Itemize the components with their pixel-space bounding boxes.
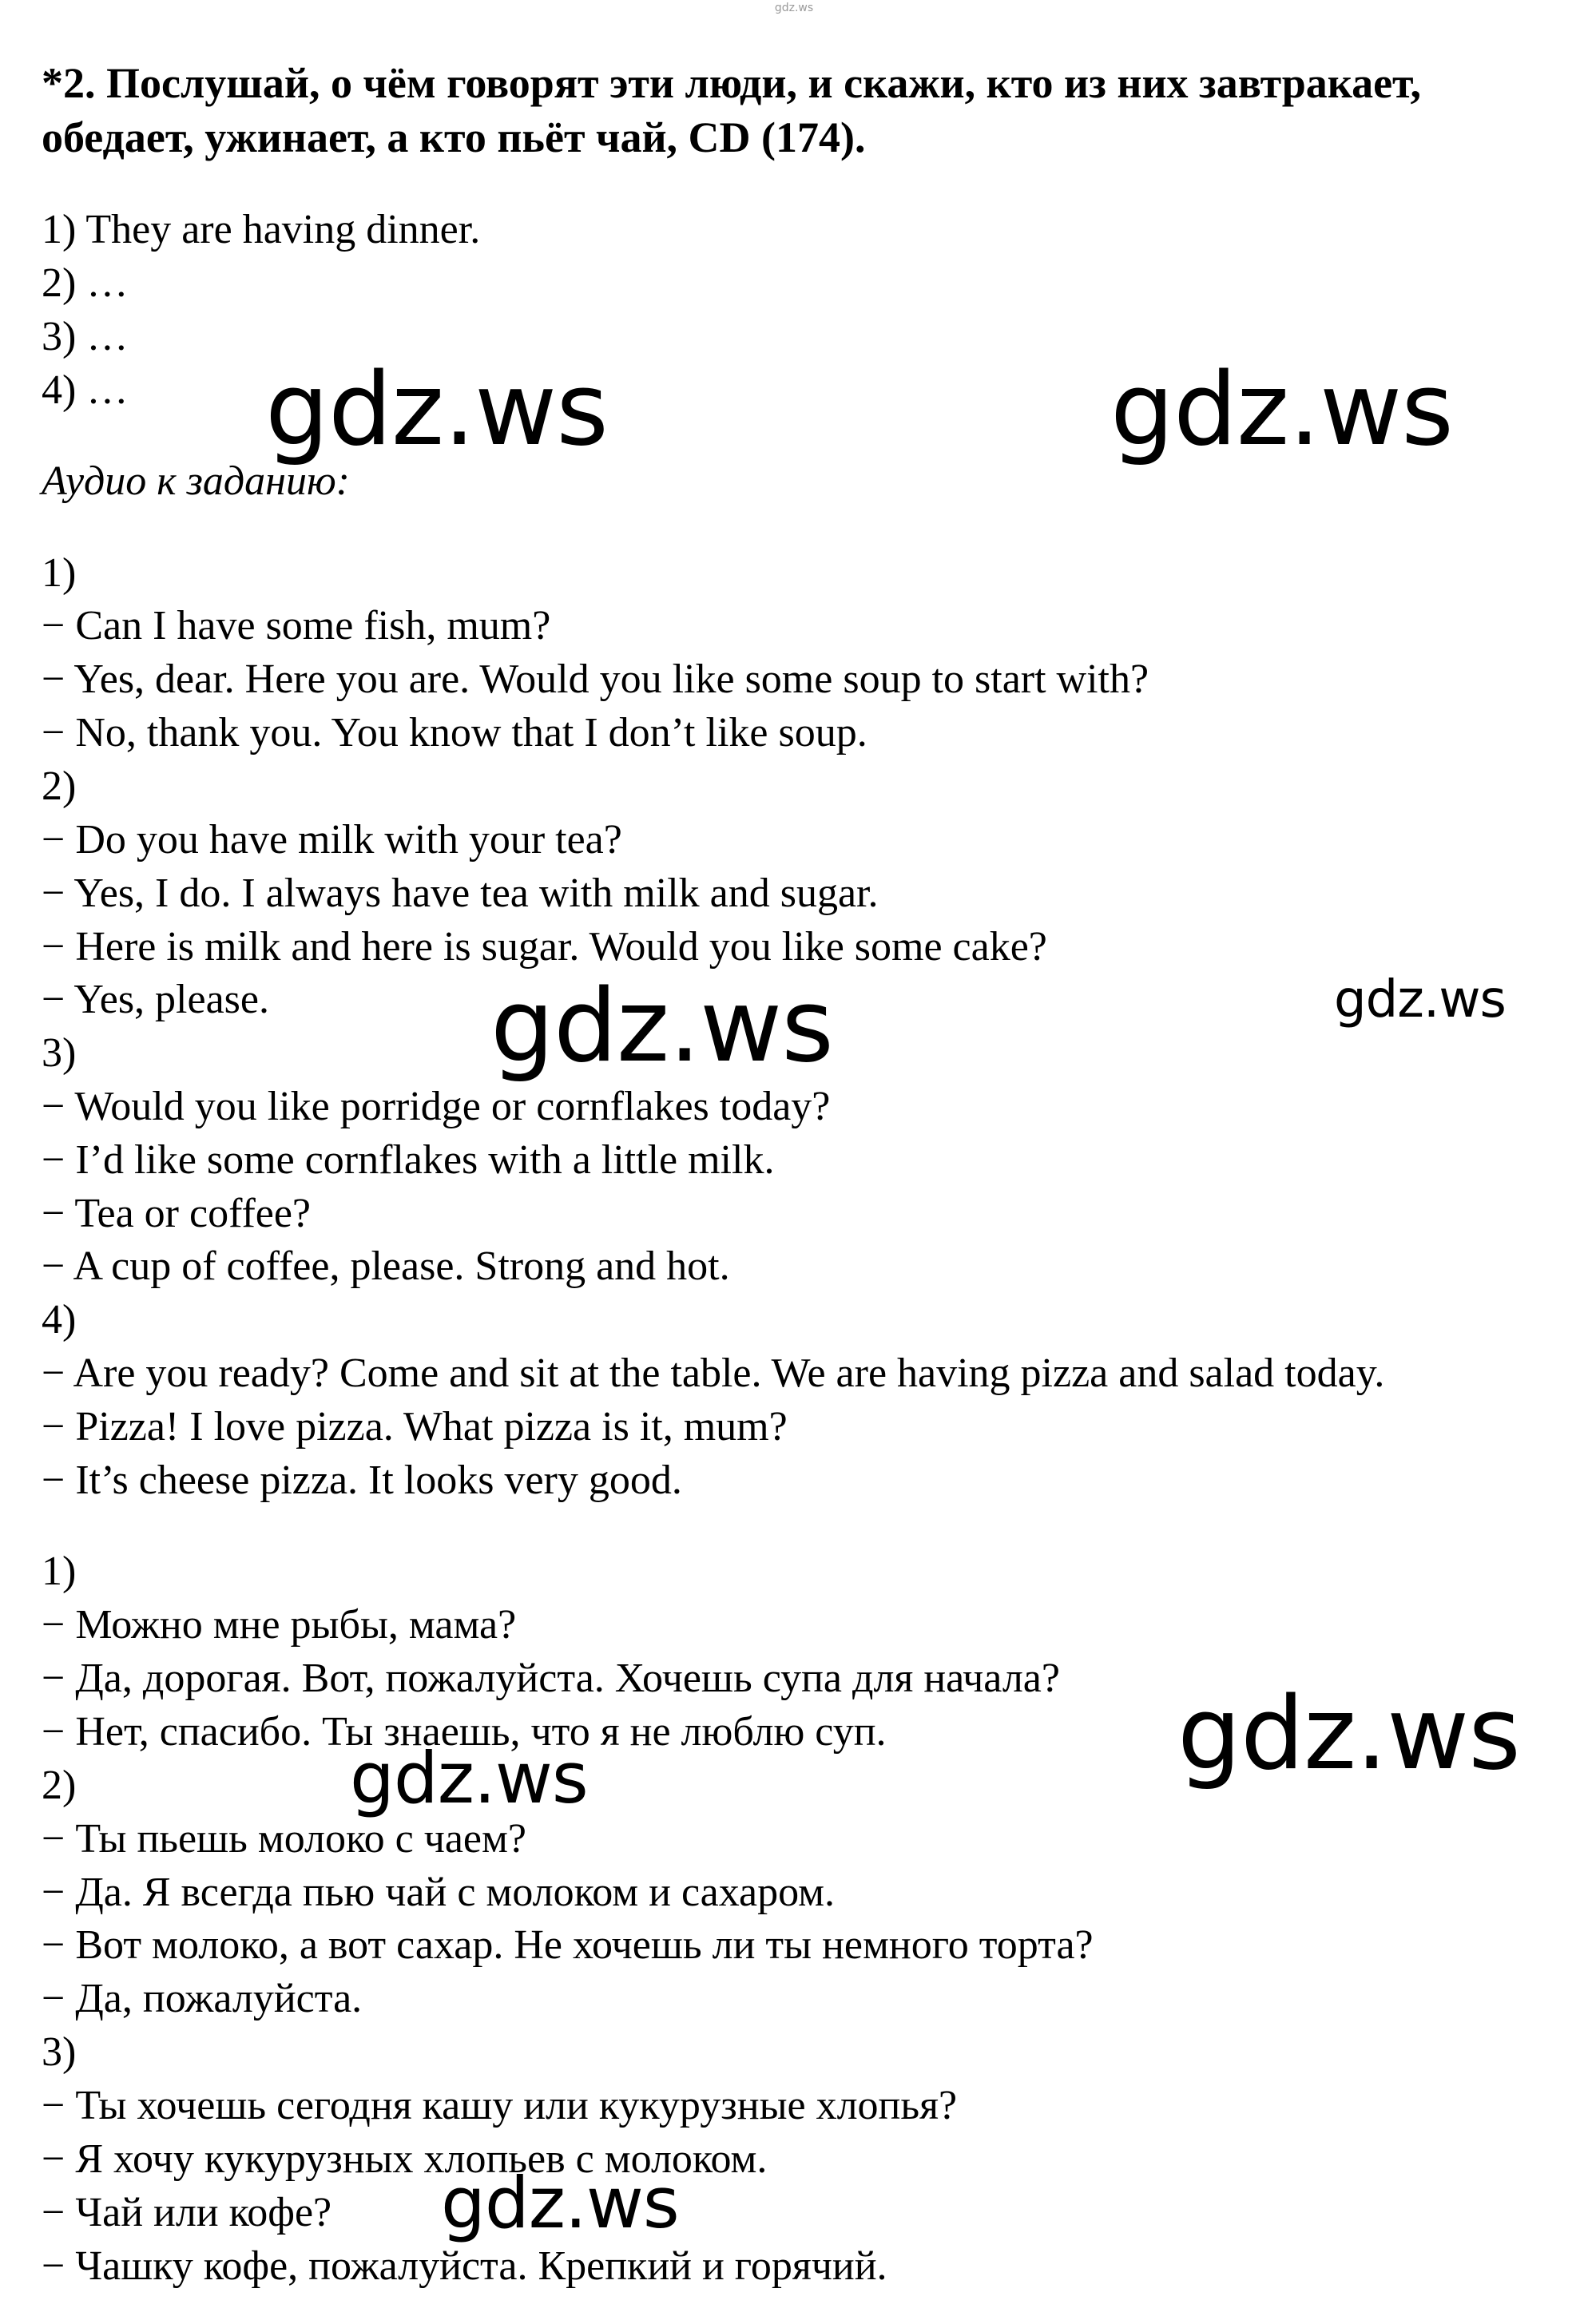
- dialogue-line: − It’s cheese pizza. It looks very good.: [42, 1457, 682, 1503]
- dialogue-line: − Да, пожалуйста.: [42, 1976, 363, 2021]
- watermark: gdz.ws: [441, 2162, 679, 2244]
- watermark: gdz.ws: [1110, 351, 1453, 468]
- dialogue-line: − Можно мне рыбы, мама?: [42, 1602, 517, 1648]
- dialogue-line: − Pizza! I love pizza. What pizza is it, mum?: [42, 1404, 788, 1450]
- dialogue-number: 2): [42, 1763, 77, 1808]
- dialogue-line: − Here is milk and here is sugar. Would you like some cake?: [42, 924, 1047, 970]
- dialogue-number: 2): [42, 763, 77, 809]
- watermark: gdz.ws: [1334, 970, 1506, 1029]
- dialogue-line: − Нет, спасибо. Ты знаешь, что я не люблю суп.: [42, 1709, 887, 1755]
- dialogue-line: − Ты пьешь молоко с чаем?: [42, 1816, 526, 1862]
- dialogue-number: 4): [42, 1297, 77, 1342]
- dialogue-line: − Чашку кофе, пожалуйста. Крепкий и горячий.: [42, 2243, 887, 2289]
- dialogue-line: − Would you like porridge or cornflakes today?: [42, 1084, 831, 1129]
- dialogue-line: − Yes, I do. I always have tea with milk and sugar.: [42, 871, 879, 916]
- dialogue-line: − I’d like some cornflakes with a little milk.: [42, 1137, 775, 1183]
- answer-line: 3) …: [42, 314, 129, 359]
- task-title: *2. Послушай, о чём говорят эти люди, и скажи, кто из них завтракает, обедает, ужинает, а кто пьёт чай, CD (174).: [42, 59, 1422, 161]
- header-watermark: gdz.ws: [774, 2, 814, 14]
- watermark: gdz.ws: [490, 967, 833, 1085]
- dialogue-line: − Вот молоко, а вот сахар. Не хочешь ли ты немного торта?: [42, 1922, 1094, 1968]
- dialogue-line: − Do you have milk with your tea?: [42, 817, 622, 863]
- dialogue-line: − Да, дорогая. Вот, пожалуйста. Хочешь супа для начала?: [42, 1656, 1060, 1701]
- answer-line: 4) …: [42, 367, 129, 413]
- watermark: gdz.ws: [265, 351, 608, 468]
- dialogue-line: − Ты хочешь сегодня кашу или кукурузные хлопья?: [42, 2083, 958, 2128]
- dialogue-line: − Are you ready? Come and sit at the table. We are having pizza and salad today.: [42, 1350, 1385, 1396]
- answer-line: 1) They are having dinner.: [42, 207, 481, 252]
- dialogue-number: 3): [42, 1030, 77, 1076]
- dialogue-line: − Yes, dear. Here you are. Would you like some soup to start with?: [42, 656, 1149, 702]
- dialogue-line: − Can I have some fish, mum?: [42, 603, 551, 648]
- dialogue-number: 3): [42, 2029, 77, 2075]
- audio-label: Аудио к заданию:: [42, 458, 350, 504]
- dialogue-number: 1): [42, 1549, 77, 1594]
- dialogue-line: − Tea or coffee?: [42, 1191, 312, 1236]
- dialogue-line: − Чай или кофе?: [42, 2190, 332, 2235]
- dialogue-line: − Я хочу кукурузных хлопьев с молоком.: [42, 2136, 768, 2182]
- dialogue-line: − Yes, please.: [42, 977, 269, 1022]
- dialogue-line: − A cup of coffee, please. Strong and hot.: [42, 1243, 730, 1289]
- dialogue-line: − No, thank you. You know that I don’t like soup.: [42, 710, 867, 755]
- watermark: gdz.ws: [1177, 1675, 1520, 1792]
- watermark: gdz.ws: [350, 1737, 588, 1819]
- dialogue-number: 1): [42, 550, 77, 596]
- dialogue-line: − Да. Я всегда пью чай с молоком и сахаром.: [42, 1870, 836, 1915]
- answer-line: 2) …: [42, 260, 129, 306]
